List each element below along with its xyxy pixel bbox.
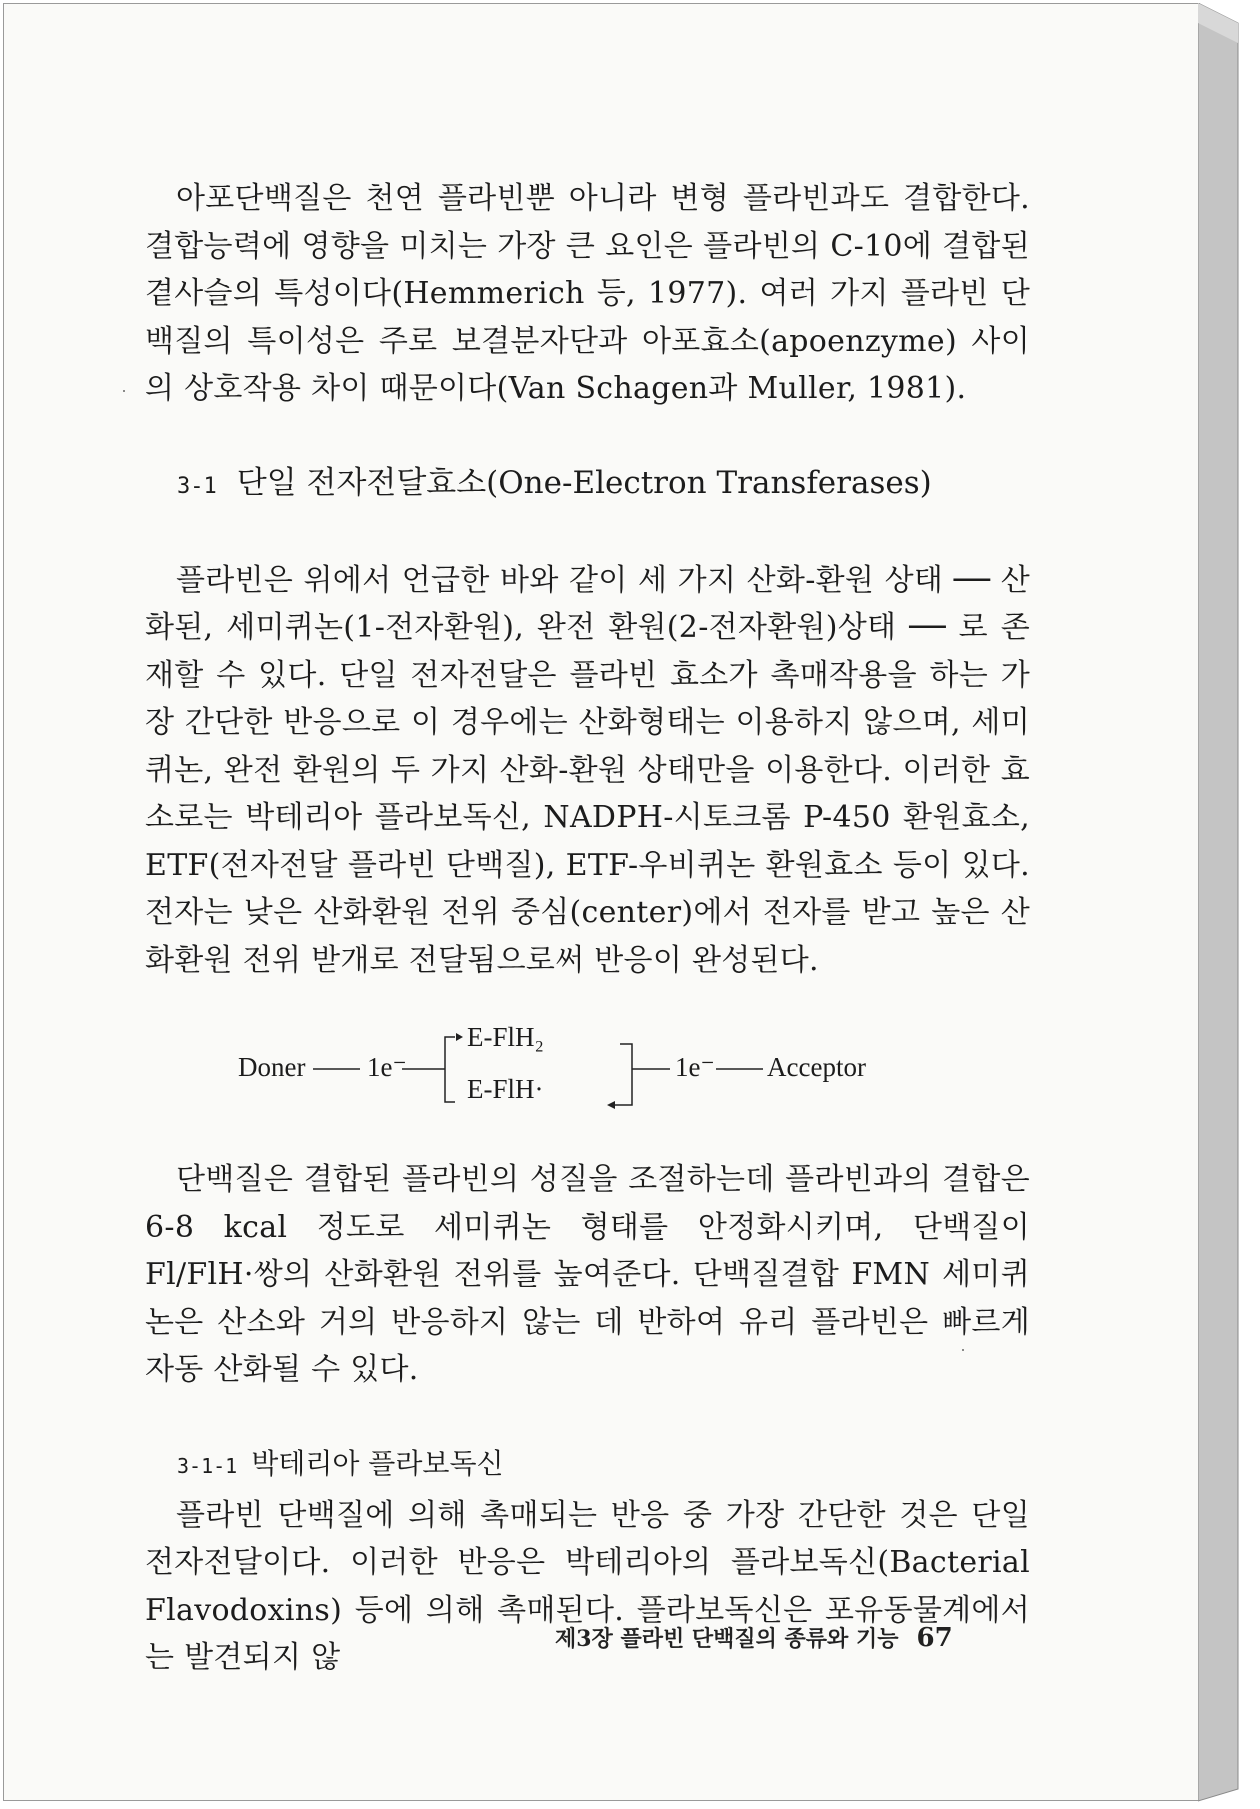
paragraph-1: 아포단백질은 천연 플라빈뿐 아니라 변형 플라빈과도 결합한다. 결합능력에 영향을 미치는 가장 큰 요인은 플라빈의 C-10에 결합된 곁사슬의 특성이다(Hemmerich 등, 1977). 여러 가지 플라빈 단백질의 특이성은 주로 보결분자단과 아포효소(apoenzyme) 사이의 상호작용 차이 때문이다(Van Schagen과 Muller, 1981). [145,181,1030,406]
page-edge-shading [1198,3,1248,1801]
subsection-title: 박테리아 플라보독신 [251,1446,504,1480]
section-number: 3-1 [177,473,217,499]
donor-label: Doner [238,1052,306,1082]
reduced-flavin-label: E-FlH₂ [467,1022,544,1052]
paragraph-2: 플라빈은 위에서 언급한 바와 같이 세 가지 산화-환원 상태 ── 산화된, 세미퀴논(1-전자환원), 완전 환원(2-전자환원)상태 ── 로 존재할 수 있다. 단일 전자전달은 플라빈 효소가 촉매작용을 하는 가장 간단한 반응으로 이 경우에는 산화형태는 이용하지 않으며, 세미퀴논, 완전 환원의 두 가지 산화-환원 상태만을 이용한다. 이러한 효소로는 박테리아 플라보독신, NADPH-시토크롬 P-450 환원효소, ETF(전자전달 플라빈 단백질), ETF-우비퀴논 환원효소 등이 있다. 전자는 낮은 산화환원 전위 중심(center)에서 전자를 받고 높은 산화환원 전위 받개로 전달됨으로써 반응이 완성된다. [145,562,1030,978]
running-footer [555,1622,953,1653]
speck [123,390,125,392]
electron-label-left: 1e⁻ [367,1052,407,1082]
chapter-title: 제3장 플라빈 단백질의 종류와 기능 [555,1626,899,1652]
acceptor-label: Acceptor [767,1052,866,1082]
paragraph-3: 단백질은 결합된 플라빈의 성질을 조절하는데 플라빈과의 결합은 6-8 kcal 정도로 세미퀴논 형태를 안정화시키며, 단백질이 Fl/FlH·쌍의 산화환원 전위를 높여준다. 단백질결합 FMN 세미퀴논은 산소와 거의 반응하지 않는 데 반하여 유리 플라빈은 빠르게 자동 산화될 수 있다. [145,1162,1030,1387]
paragraph-4: 플라빈 단백질에 의해 촉매되는 반응 중 가장 간단한 것은 단일 전자전달이다. 이러한 반응은 박테리아의 플라보독신(Bacterial Flavodoxins) 등에 의해 촉매된다. 플라보독신은 포유동물계에서는 발견되지 않 [145,1497,1030,1675]
section-title: 단일 전자전달효소(One-Electron Transferases) [236,464,932,501]
subsection-number: 3-1-1 [177,1453,238,1478]
semiquinone-label: E-FlH· [467,1074,544,1104]
section-heading-3-1-1 [145,1440,1030,1490]
page-body [145,175,1030,1682]
section-heading-3-1 [145,459,1030,511]
electron-label-right: 1e⁻ [675,1052,715,1082]
page-number: 67 [916,1623,953,1653]
electron-transfer-diagram [145,1022,1030,1110]
